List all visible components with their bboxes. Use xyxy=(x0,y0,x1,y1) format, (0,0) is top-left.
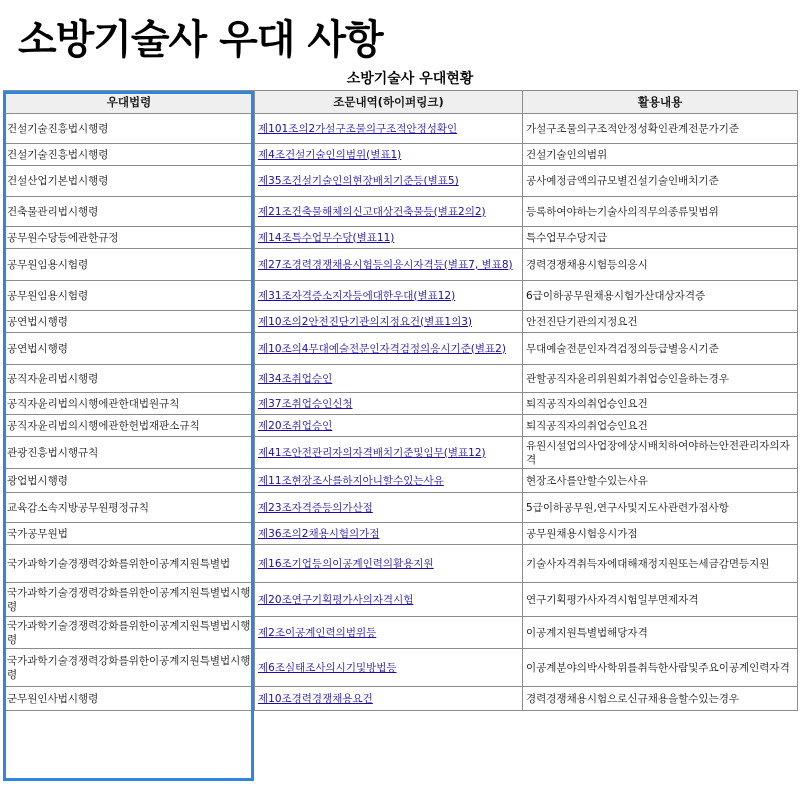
law-name-cell: 공무원수당등에관한규정 xyxy=(4,227,255,249)
header-law: 우대법령 xyxy=(4,91,255,114)
law-name-cell: 군무원인사법시행령 xyxy=(4,687,255,711)
article-link[interactable]: 제10조의4무대예술전문인자격검정의응시기준(별표2) xyxy=(258,342,506,355)
table-row xyxy=(4,281,798,311)
article-cell xyxy=(255,583,523,617)
table-row xyxy=(4,617,798,649)
preference-table xyxy=(3,90,798,711)
usage-cell: 현장조사를안할수있는사유 xyxy=(523,469,798,493)
article-cell xyxy=(255,469,523,493)
article-cell xyxy=(255,437,523,469)
article-cell xyxy=(255,393,523,415)
header-article: 조문내역(하이퍼링크) xyxy=(255,91,523,114)
table-row xyxy=(4,144,798,166)
law-name-cell: 공직자윤리법의시행에관한헌법재판소규칙 xyxy=(4,415,255,437)
usage-cell: 가설구조물의구조적안정성확인관계전문가기준 xyxy=(523,114,798,144)
article-link[interactable]: 제31조자격증소지자등에대한우대(별표12) xyxy=(258,289,456,302)
article-link[interactable]: 제21조건축물해체의신고대상건축물등(별표2의2) xyxy=(258,205,486,218)
article-link[interactable]: 제20조연구기획평가사의자격시험 xyxy=(258,593,414,606)
article-link[interactable]: 제11조현장조사를하지아니할수있는사유 xyxy=(258,474,444,487)
usage-cell: 퇴직공직자의취업승인요건 xyxy=(523,415,798,437)
table-row xyxy=(4,687,798,711)
article-cell xyxy=(255,523,523,545)
usage-cell: 이공계지원특별법해당자격 xyxy=(523,617,798,649)
article-cell xyxy=(255,114,523,144)
law-name-cell: 공직자윤리법시행령 xyxy=(4,365,255,393)
table-row xyxy=(4,415,798,437)
article-cell xyxy=(255,166,523,197)
header-use: 활용내용 xyxy=(523,91,798,114)
usage-cell: 퇴직공직자의취업승인요건 xyxy=(523,393,798,415)
article-link[interactable]: 제2조이공계인력의범위등 xyxy=(258,626,377,639)
article-cell xyxy=(255,687,523,711)
table-row xyxy=(4,249,798,281)
article-link[interactable]: 제35조건설기술인의현장배치기준등(별표5) xyxy=(258,175,459,187)
usage-cell: 등록하여야하는기술사의직무의종류및범위 xyxy=(523,197,798,227)
usage-cell: 연구기획평가사자격시험일부면제자격 xyxy=(523,583,798,617)
article-link[interactable]: 제27조경력경쟁채용시험등의응시자격등(별표7, 별표8) xyxy=(258,258,513,271)
law-name-cell: 공무원임용시험령 xyxy=(4,281,255,311)
table-row xyxy=(4,197,798,227)
law-name-cell: 건설기술진흥법시행령 xyxy=(4,114,255,144)
law-name-cell: 공연법시행령 xyxy=(4,311,255,333)
usage-cell: 무대예술전문인자격검정의등급별응시기준 xyxy=(523,333,798,365)
law-name-cell: 교육감소속지방공무원평정규칙 xyxy=(4,493,255,523)
law-name-cell: 공직자윤리법의시행에관한대법원규칙 xyxy=(4,393,255,415)
usage-cell: 관할공직자윤리위원회가취업승인을하는경우 xyxy=(523,365,798,393)
law-name-cell: 건축물관리법시행령 xyxy=(4,197,255,227)
usage-cell: 경력경쟁채용시험으로신규채용을할수있는경우 xyxy=(523,687,798,711)
page-title: 소방기술사 우대 사항 xyxy=(18,17,383,63)
law-name-cell: 광업법시행령 xyxy=(4,469,255,493)
law-name-cell: 건설산업기본법시행령 xyxy=(4,166,255,197)
usage-cell: 경력경쟁채용시험등의응시 xyxy=(523,249,798,281)
article-cell xyxy=(255,281,523,311)
table-row xyxy=(4,493,798,523)
article-cell xyxy=(255,249,523,281)
article-cell xyxy=(255,415,523,437)
article-link[interactable]: 제6조실태조사의시기및방법등 xyxy=(258,661,397,674)
law-name-cell: 공연법시행령 xyxy=(4,333,255,365)
usage-cell: 공사예정금액의규모별건설기술인배치기준 xyxy=(523,166,798,197)
article-link[interactable]: 제20조취업승인 xyxy=(258,419,333,432)
law-name-cell: 관광진흥법시행규칙 xyxy=(4,437,255,469)
article-link[interactable]: 제10조경력경쟁채용요건 xyxy=(258,692,373,705)
article-link[interactable]: 제23조자격증등의가산점 xyxy=(258,501,373,514)
article-link[interactable]: 제4조건설기술인의범위(별표1) xyxy=(258,148,402,161)
usage-cell: 이공계분야의박사학위를취득한사람및주요이공계인력자격 xyxy=(523,649,798,687)
article-cell xyxy=(255,311,523,333)
article-cell xyxy=(255,493,523,523)
article-link[interactable]: 제16조기업등의이공계인력의활용지원 xyxy=(258,557,434,570)
usage-cell: 기술사자격취득자에대해재정지원또는세금감면등지원 xyxy=(523,545,798,583)
table-row xyxy=(4,545,798,583)
article-cell xyxy=(255,545,523,583)
table-row xyxy=(4,649,798,687)
table-header-row xyxy=(4,91,798,114)
table-row xyxy=(4,523,798,545)
usage-cell: 유원시설업의사업장에상시배치하여야하는안전관리자의자격 xyxy=(523,437,798,469)
law-name-cell: 국가과학기술경쟁력강화를위한이공계지원특별법 xyxy=(4,545,255,583)
usage-cell: 특수업무수당지급 xyxy=(523,227,798,249)
table-row xyxy=(4,227,798,249)
table-row xyxy=(4,393,798,415)
article-link[interactable]: 제36조의2채용시험의가점 xyxy=(258,527,380,540)
usage-cell: 5급이하공무원,연구사및지도사관련가점사항 xyxy=(523,493,798,523)
article-cell xyxy=(255,617,523,649)
table-row xyxy=(4,365,798,393)
article-cell xyxy=(255,649,523,687)
law-name-cell: 공무원임용시험령 xyxy=(4,249,255,281)
article-cell xyxy=(255,227,523,249)
article-cell xyxy=(255,197,523,227)
usage-cell: 공무원채용시험응시가점 xyxy=(523,523,798,545)
article-cell xyxy=(255,333,523,365)
article-link[interactable]: 제101조의2가설구조물의구조적안정성확인 xyxy=(258,122,458,135)
table-row xyxy=(4,311,798,333)
usage-cell: 건설기술인의범위 xyxy=(523,144,798,166)
law-name-cell: 국가공무원법 xyxy=(4,523,255,545)
table-row xyxy=(4,469,798,493)
table-row xyxy=(4,114,798,144)
table-row xyxy=(4,583,798,617)
table-caption: 소방기술사 우대현황 xyxy=(346,71,474,87)
law-name-cell: 국가과학기술경쟁력강화를위한이공계지원특별법시행령 xyxy=(4,617,255,649)
article-link[interactable]: 제41조안전관리자의자격배치기준및임무(별표12) xyxy=(258,446,486,459)
article-cell xyxy=(255,144,523,166)
article-link[interactable]: 제10조의2안전진단기관의지정요건(별표1의3) xyxy=(258,315,473,328)
table-row xyxy=(4,437,798,469)
article-link[interactable]: 제37조취업승인신청 xyxy=(258,397,353,410)
law-name-cell: 국가과학기술경쟁력강화를위한이공계지원특별법시행령 xyxy=(4,649,255,687)
usage-cell: 안전진단기관의지정요건 xyxy=(523,311,798,333)
article-cell xyxy=(255,365,523,393)
usage-cell: 6급이하공무원채용시험가산대상자격증 xyxy=(523,281,798,311)
article-link[interactable]: 제14조특수업무수당(별표11) xyxy=(258,231,395,244)
law-name-cell: 건설기술진흥법시행령 xyxy=(4,144,255,166)
table-row xyxy=(4,333,798,365)
article-link[interactable]: 제34조취업승인 xyxy=(258,372,333,385)
law-name-cell: 국가과학기술경쟁력강화를위한이공계지원특별법시행령 xyxy=(4,583,255,617)
table-row xyxy=(4,166,798,197)
